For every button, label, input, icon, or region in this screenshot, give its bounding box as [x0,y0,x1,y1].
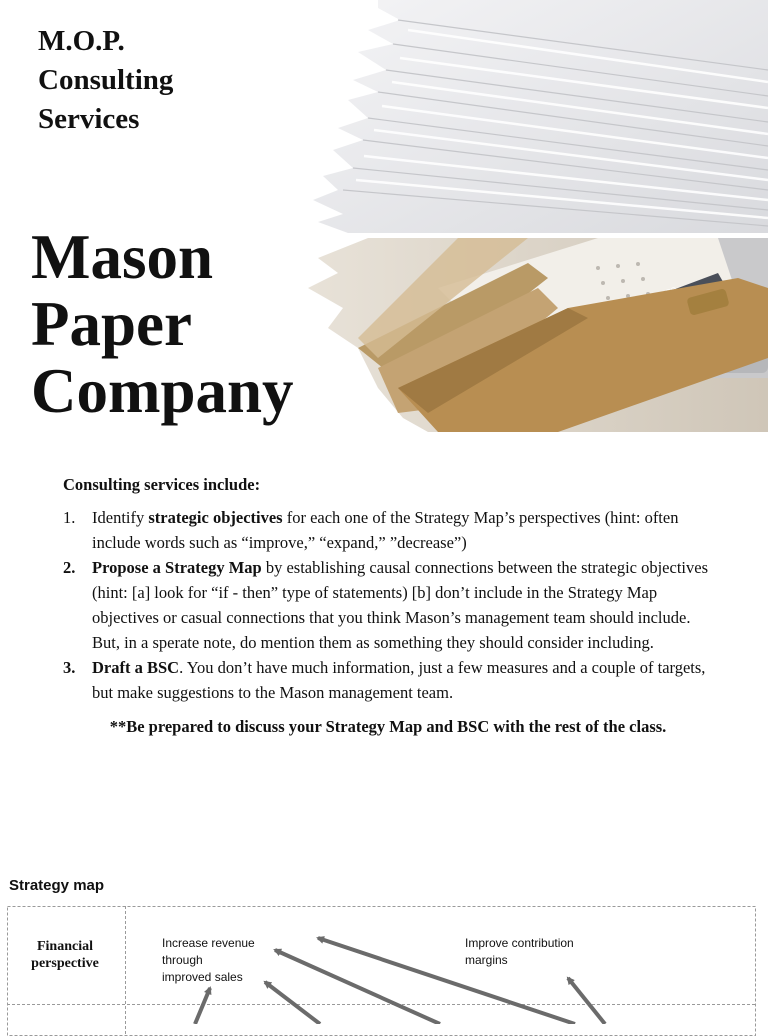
item-emphasis: Propose a Strategy Map [92,558,262,577]
item-number: 3. [63,658,76,677]
item-emphasis: Draft a BSC [92,658,180,677]
objective-line: through [162,953,203,967]
item-text-before: Identify [92,508,149,527]
item-text-after: . You don’t have much information, just a few measures and a couple of targets, but make suggestions to the Mason management team. [92,658,706,702]
arrow-diagonal [275,950,440,1024]
objective-line: Improve contribution [465,936,574,950]
folders-image [298,238,768,432]
strategy-map-title: Strategy map [9,877,105,894]
list-item [63,555,713,655]
title-line: Paper [31,289,192,359]
objective-line: improved sales [162,970,243,984]
label-line: Financial [36,939,93,954]
discussion-note: **Be prepared to discuss your Strategy Map and BSC with the rest of the class. [109,717,667,736]
heading-line: Services [38,103,140,135]
arrow-diagonal [318,938,575,1024]
title-line: Mason [31,222,214,292]
item-emphasis: strategic objectives [148,508,283,527]
item-number: 1. [63,508,76,527]
company-title [31,224,294,425]
item-text-after: for each one of the Strategy Map’s perspectives (hint: often include words such as “improve,” “expand,” ”decrease”) [92,508,679,552]
label-line: perspective [31,956,99,971]
item-text-after: by establishing causal connections between the strategic objectives (hint: [a] look for “if - then” type of statements) [b] don’t include in the Strategy Map objectives or casual connections that you think Mason’s management team should include. But, in a sperate note, do mention them as something they should consider including. [92,558,708,652]
list-item [63,655,713,705]
services-list [63,505,713,705]
title-line: Company [31,356,294,426]
strategy-map-arrows [0,900,768,1024]
services-heading: Consulting services include: [63,475,261,494]
item-number: 2. [63,558,76,577]
arrow-diagonal [265,982,320,1024]
objective-line: margins [465,953,508,967]
arrow-up-left [195,988,210,1024]
heading-line: M.O.P. [38,25,125,57]
paper-stack-image [308,0,768,233]
heading-line: Consulting [38,64,174,96]
list-item [63,505,713,555]
consulting-services-heading [38,22,173,139]
objective-line: Increase revenue [162,936,255,950]
arrow-up-right [568,978,605,1024]
consulting-services-section [63,472,713,739]
